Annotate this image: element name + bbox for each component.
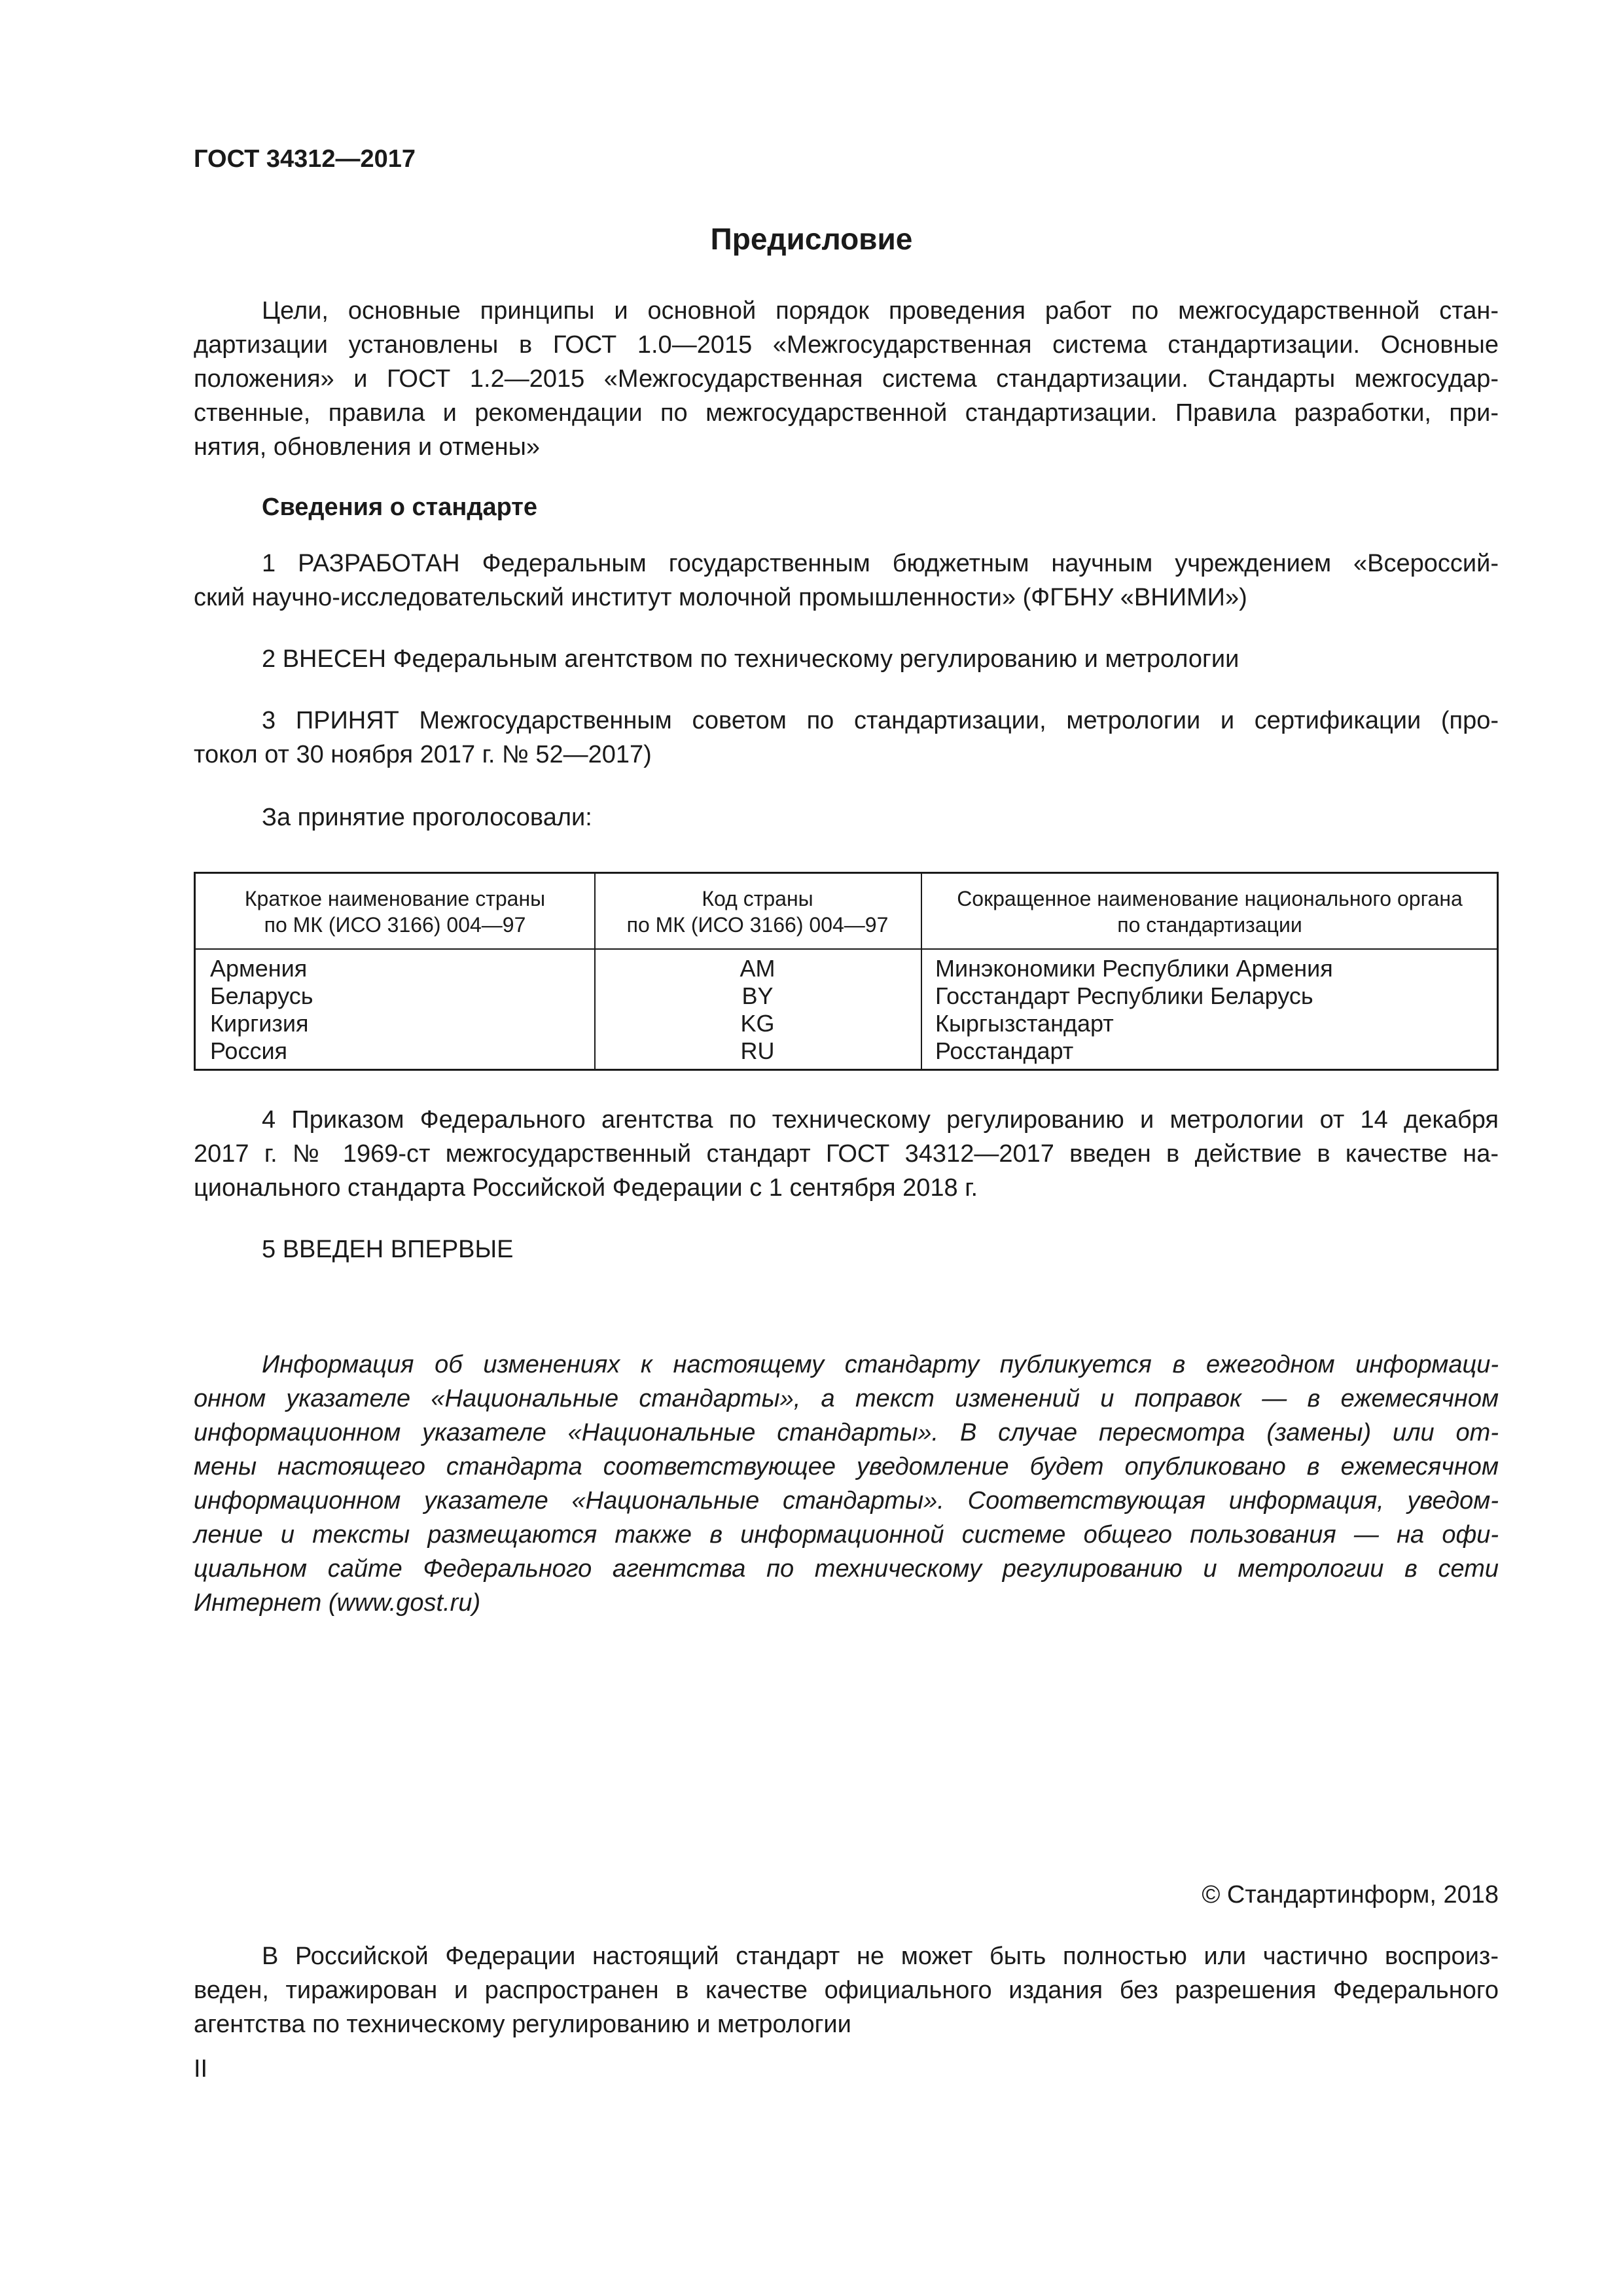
- table-cell-country: Беларусь: [210, 982, 313, 1009]
- table-cell-country: Киргизия: [210, 1010, 309, 1037]
- notice-line: Информация об изменениях к настоящему стандарту публикуется в ежегодном информаци-: [262, 1351, 1499, 1378]
- item-line: ский научно-исследовательский институт молочной промышленности» (ФГБНУ «ВНИМИ»): [194, 584, 1247, 611]
- intro-line: положения» и ГОСТ 1.2—2015 «Межгосударственная система стандартизации. Стандарты межгосудар-: [194, 365, 1499, 393]
- table-cell-code: KG: [740, 1010, 775, 1037]
- rights-line: веден, тиражирован и распространен в качестве официального издания без разрешения Федерального: [194, 1977, 1499, 2004]
- item-line: 1 РАЗРАБОТАН Федеральным государственным бюджетным научным учреждением «Всероссий-: [262, 550, 1499, 577]
- table-cell-country: Россия: [210, 1037, 288, 1064]
- table-cell-body: Кыргызстандарт: [935, 1010, 1114, 1037]
- intro-line: ственные, правила и рекомендации по межгосударственной стандартизации. Правила разработки, при-: [194, 399, 1499, 427]
- table-header-code: Код страны по МК (ИСО 3166) 004—97: [626, 887, 889, 937]
- item-2: 2 ВНЕСЕН Федеральным агентством по техническому регулированию и метрологии: [262, 645, 1240, 673]
- notice-line: ление и тексты размещаются также в информационной системе общего пользования — на офи-: [194, 1521, 1499, 1549]
- intro-line: нятия, обновления и отмены»: [194, 433, 541, 461]
- item-line: токол от 30 ноября 2017 г. № 52—2017): [194, 741, 652, 768]
- notice-line: информационном указателе «Национальные стандарты». Соответствующая информация, уведом-: [194, 1487, 1499, 1515]
- page-number: II: [194, 2055, 208, 2083]
- item-5: 5 ВВЕДЕН ВПЕРВЫЕ: [262, 1236, 514, 1263]
- table-header-body: Сокращенное наименование национального органа по стандартизации: [957, 887, 1463, 937]
- table-cell-body: Минэкономики Республики Армения: [935, 955, 1333, 982]
- table-cell-code: AM: [740, 955, 776, 982]
- item-line: 4 Приказом Федерального агентства по техническому регулированию и метрологии от 14 декабря: [262, 1106, 1499, 1134]
- rights-line: В Российской Федерации настоящий стандарт не может быть полностью или частично воспроиз-: [262, 1943, 1499, 1970]
- notice-line: циальном сайте Федерального агентства по техническому регулированию и метрологии в сети: [194, 1555, 1499, 1583]
- notice-line: информационном указателе «Национальные стандарты». В случае пересмотра (замены) или от-: [194, 1419, 1499, 1446]
- copyright: © Стандартинформ, 2018: [1202, 1881, 1499, 1909]
- table-header-divider: [196, 948, 1497, 950]
- intro-line: дартизации установлены в ГОСТ 1.0—2015 «Межгосударственная система стандартизации. Основные: [194, 331, 1499, 359]
- intro-line: Цели, основные принципы и основной порядок проведения работ по межгосударственной стан-: [262, 297, 1499, 325]
- document-code: ГОСТ 34312—2017: [194, 145, 416, 173]
- table-cell-body: Госстандарт Республики Беларусь: [935, 982, 1313, 1009]
- table-header-country: Краткое наименование страны по МК (ИСО 3166) 004—97: [244, 887, 546, 937]
- table-cell-country: Армения: [210, 955, 308, 982]
- item-line: ционального стандарта Российской Федерации с 1 сентября 2018 г.: [194, 1174, 978, 1202]
- item-line: 2017 г. № 1969-ст межгосударственный стандарт ГОСТ 34312—2017 введен в действие в качестве на-: [194, 1140, 1499, 1168]
- table-cell-body: Росстандарт: [935, 1037, 1074, 1064]
- section-heading: Сведения о стандарте: [262, 493, 538, 521]
- countries-table: [194, 872, 1499, 1071]
- notice-line: мены настоящего стандарта соответствующее уведомление будет опубликовано в ежемесячном: [194, 1453, 1499, 1480]
- page-title: Предисловие: [710, 222, 913, 256]
- voted-label: За принятие проголосовали:: [262, 804, 592, 831]
- notice-line: Интернет (www.gost.ru): [194, 1589, 481, 1617]
- table-cell-code: BY: [741, 982, 774, 1009]
- item-line: 3 ПРИНЯТ Межгосударственным советом по стандартизации, метрологии и сертификации (про-: [262, 707, 1499, 734]
- table-cell-code: RU: [740, 1037, 775, 1064]
- rights-line: агентства по техническому регулированию и метрологии: [194, 2011, 851, 2038]
- notice-line: онном указателе «Национальные стандарты», а текст изменений и поправок — в ежемесячном: [194, 1385, 1499, 1412]
